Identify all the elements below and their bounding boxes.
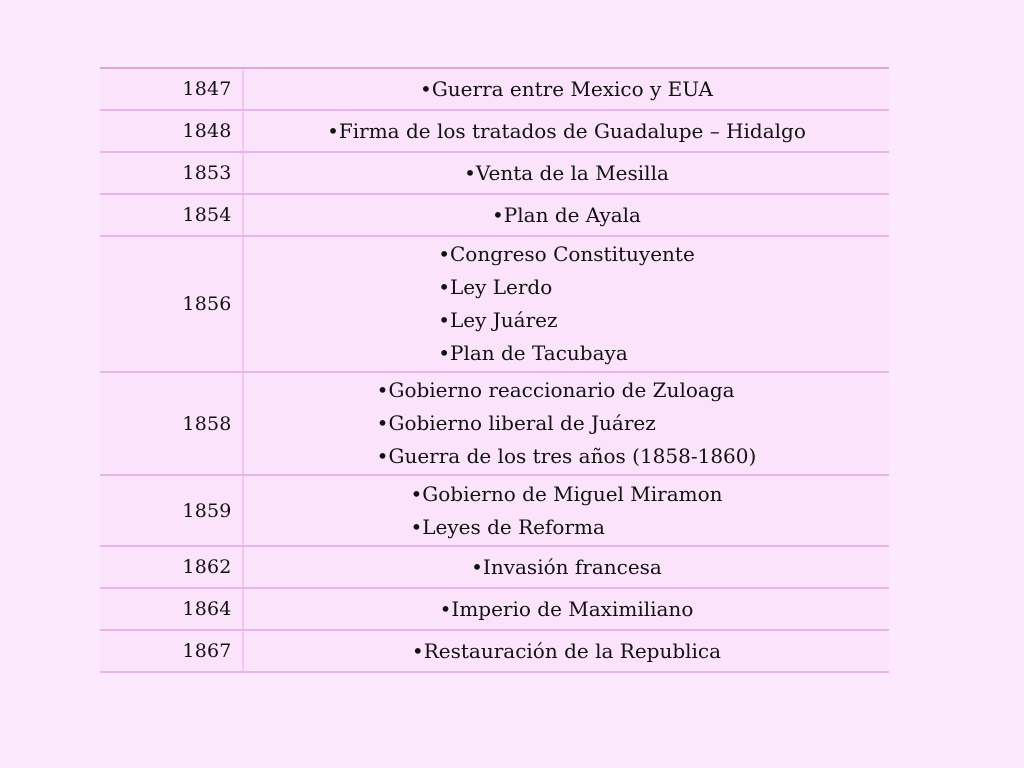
list-item: • Congreso Constituyente bbox=[438, 238, 695, 271]
event-list bbox=[464, 153, 669, 193]
event-list bbox=[377, 374, 757, 473]
year-cell: 1853 bbox=[182, 162, 232, 184]
event-list bbox=[327, 111, 806, 151]
lead-cell bbox=[100, 236, 172, 372]
list-item: • Plan de Ayala bbox=[492, 195, 641, 235]
timeline-table bbox=[100, 67, 889, 673]
table-row bbox=[100, 152, 889, 194]
event-cell bbox=[244, 630, 889, 672]
list-item: • Venta de la Mesilla bbox=[464, 153, 669, 193]
list-item: • Guerra de los tres años (1858-1860) bbox=[377, 440, 757, 473]
event-list bbox=[440, 589, 694, 629]
table-row bbox=[100, 68, 889, 110]
list-item: • Plan de Tacubaya bbox=[438, 337, 695, 370]
event-cell bbox=[244, 236, 889, 372]
event-cell bbox=[244, 588, 889, 630]
year-cell: 1862 bbox=[182, 556, 232, 578]
table-row bbox=[100, 110, 889, 152]
event-list bbox=[412, 631, 721, 671]
year-cell: 1847 bbox=[182, 78, 232, 100]
list-item: • Gobierno de Miguel Miramon bbox=[410, 478, 722, 511]
table-row bbox=[100, 630, 889, 672]
table-row bbox=[100, 475, 889, 546]
lead-cell bbox=[100, 475, 172, 546]
list-item: • Firma de los tratados de Guadalupe – Hidalgo bbox=[327, 111, 806, 151]
event-cell bbox=[244, 152, 889, 194]
year-cell: 1856 bbox=[182, 293, 232, 315]
list-item: • Leyes de Reforma bbox=[410, 511, 722, 544]
lead-cell bbox=[100, 68, 172, 110]
year-cell: 1848 bbox=[182, 120, 232, 142]
table-row bbox=[100, 372, 889, 475]
table-row bbox=[100, 588, 889, 630]
lead-cell bbox=[100, 194, 172, 236]
year-cell: 1854 bbox=[182, 204, 232, 226]
list-item: • Imperio de Maximiliano bbox=[440, 589, 694, 629]
event-cell bbox=[244, 68, 889, 110]
list-item: • Guerra entre Mexico y EUA bbox=[420, 69, 713, 109]
list-item: • Invasión francesa bbox=[471, 547, 662, 587]
table-row bbox=[100, 236, 889, 372]
table-row bbox=[100, 546, 889, 588]
event-list bbox=[438, 238, 695, 370]
lead-cell bbox=[100, 630, 172, 672]
lead-cell bbox=[100, 588, 172, 630]
year-cell: 1867 bbox=[182, 640, 232, 662]
event-list bbox=[471, 547, 662, 587]
lead-cell bbox=[100, 546, 172, 588]
event-cell bbox=[244, 194, 889, 236]
event-cell bbox=[244, 546, 889, 588]
year-cell: 1859 bbox=[182, 499, 232, 522]
lead-cell bbox=[100, 152, 172, 194]
event-cell bbox=[244, 475, 889, 546]
event-cell bbox=[244, 110, 889, 152]
table-row bbox=[100, 194, 889, 236]
year-cell: 1864 bbox=[182, 598, 232, 620]
event-cell bbox=[244, 372, 889, 475]
list-item: • Gobierno reaccionario de Zuloaga bbox=[377, 374, 757, 407]
lead-cell bbox=[100, 372, 172, 475]
event-list bbox=[492, 195, 641, 235]
list-item: • Ley Juárez bbox=[438, 304, 695, 337]
list-item: • Restauración de la Republica bbox=[412, 631, 721, 671]
event-list bbox=[420, 69, 713, 109]
lead-cell bbox=[100, 110, 172, 152]
event-list bbox=[410, 478, 722, 544]
year-cell: 1858 bbox=[182, 412, 232, 435]
list-item: • Ley Lerdo bbox=[438, 271, 695, 304]
list-item: • Gobierno liberal de Juárez bbox=[377, 407, 757, 440]
